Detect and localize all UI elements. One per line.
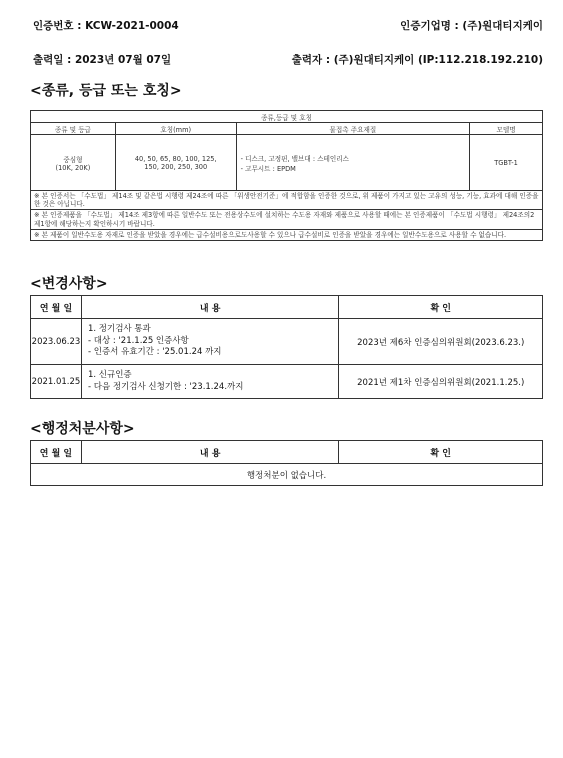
model-cell: TGBT-1 [470,135,543,191]
content-line: - 다음 정기검사 신청기한 : '23.1.24.까지 [87,381,244,392]
grades-table-caption: 종류,등급 및 호칭 [31,111,543,123]
col-header-size: 호칭(mm) [115,123,236,135]
col-header-content: 내 용 [81,441,338,464]
note-2: ※ 본 인증제품을 「수도법」 제14조 제3항에 따른 일반수도 또는 전용상수도에 설치하는 수도용 자재와 제품으로 사용할 때에는 본 인증제품이 「수도법 시행령」 제24조의2 제1항에 해당하는지 확인하시기 바랍니다. [31,210,543,229]
print-date: 출력일 : 2023년 07월 07일 [33,54,172,66]
table-row [31,319,543,365]
material-line-2: - 고무시트 : EPDM [240,164,296,173]
content-line: - 대상 : '21.1.25 인증사항 [87,335,189,346]
admin-empty-message: 행정처분이 없습니다. [31,464,543,486]
note-3: ※ 본 제품이 일반수도용 자재로 인증을 받았을 경우에는 급수설비용으로도사용할 수 있으나 급수설비로 인증을 받았을 경우에는 일반수도용으로 사용할 수 없습니다. [31,229,543,240]
content-line: 1. 신규인증 [87,370,132,381]
section-title-admin: <행정처분사항> [30,421,135,437]
col-header-confirm: 확 인 [339,296,543,319]
size-cell [115,135,236,191]
col-header-model: 모델명 [470,123,543,135]
change-content [81,319,338,365]
grade-line-1: 중심형 [63,155,83,164]
section-title-changes: <변경사항> [30,276,108,292]
printer-info: 출력자 : (주)원대티지케이 (IP:112.218.192.210) [291,54,543,66]
change-date: 2023.06.23 [31,319,82,365]
cert-number: 인증번호 : KCW-2021-0004 [33,20,179,32]
size-line-2: 150, 200, 250, 300 [144,162,208,171]
table-row [31,365,543,399]
col-header-date: 연 월 일 [31,441,82,464]
grades-table [30,110,543,241]
change-confirm: 2023년 제6차 인증심의위원회(2023.6.23.) [339,319,543,365]
content-line: - 인증서 유효기간 : '25.01.24 까지 [87,347,222,358]
material-line-1: - 디스크, 고정핀, 밸브대 : 스테인리스 [240,154,350,163]
col-header-date: 연 월 일 [31,296,82,319]
admin-actions-table [30,440,543,486]
material-cell [236,135,470,191]
changes-table [30,295,543,399]
company-name: 인증기업명 : (주)원대티지케이 [400,20,543,32]
change-confirm: 2021년 제1차 인증심의위원회(2021.1.25.) [339,365,543,399]
content-line: 1. 정기검사 통과 [87,324,151,335]
col-header-material: 물접촉 주요재질 [236,123,470,135]
change-date: 2021.01.25 [31,365,82,399]
section-title-grades: <종류, 등급 또는 호칭> [30,83,182,99]
change-content [81,365,338,399]
col-header-content: 내 용 [81,296,338,319]
note-1: ※ 본 인증서는 「수도법」 제14조 및 같은법 시행령 제24조에 따른 「위생안전기준」에 적합함을 인증한 것으로, 위 제품이 가지고 있는 고유의 성능, 기능, 효과에 대해 인증을 한 것은 아닙니다. [31,191,543,210]
size-line-1: 40, 50, 65, 80, 100, 125, [134,154,217,163]
grade-cell [31,135,116,191]
col-header-confirm: 확 인 [339,441,543,464]
col-header-grade: 종류 및 등급 [31,123,116,135]
grade-line-2: (10K, 20K) [55,163,91,172]
